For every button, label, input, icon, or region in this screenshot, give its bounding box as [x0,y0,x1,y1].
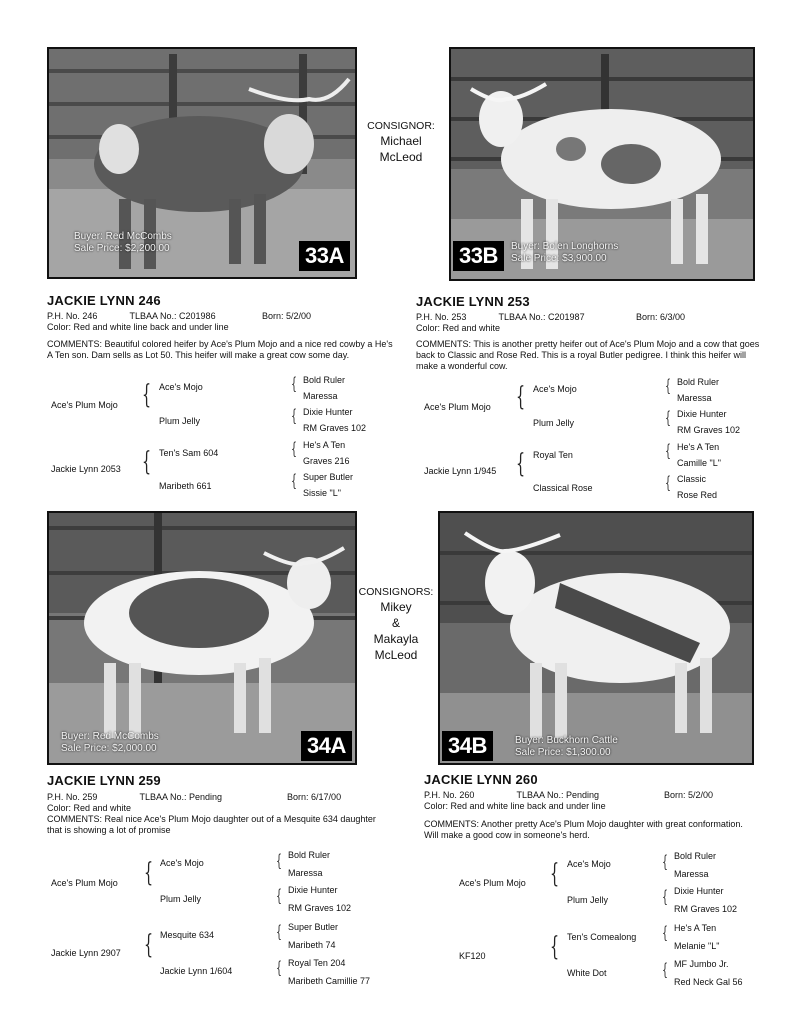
ph-number: P.H. No. 246 [47,311,98,321]
brace-icon: { [142,380,152,410]
ph-number: P.H. No. 259 [47,792,98,802]
dam-name: KF120 [459,951,486,961]
brace-icon: { [291,471,297,491]
sire-dam: Plum Jelly [160,894,202,904]
sire-name: Ace's Plum Mojo [51,878,118,888]
comments-text: COMMENTS: This is another pretty heifer out of Ace's Plum Mojo and a cow that goes back to Classic and Rose Red. This is a royal Butler pedigree. I think this heifer will make a wonderful cow. [416,339,760,371]
ancestor: Camille "L" [677,458,721,468]
lot-title: JACKIE LYNN 259 [47,773,161,788]
brace-icon: { [665,376,671,396]
dam-name: Jackie Lynn 2053 [51,464,121,474]
dam-sire: Ten's Comealong [567,932,637,942]
photo-33a [47,47,357,279]
brace-icon: { [516,449,526,479]
sire-name: Ace's Plum Mojo [424,402,491,412]
color-text: Color: Red and white line back and under line [424,801,606,811]
ancestor: Maressa [288,868,323,878]
brace-icon: { [662,852,668,872]
lot-title: JACKIE LYNN 253 [416,294,530,309]
lot-number-badge: 34A [301,731,352,761]
ancestor: Super Butler [288,922,339,932]
ancestor: Royal Ten 204 [288,958,346,968]
ancestor: Bold Ruler [288,850,331,860]
brace-icon: { [550,859,560,889]
ancestor: RM Graves 102 [288,903,352,913]
color-text: Color: Red and white line back and under line [47,322,229,332]
dam-dam: Maribeth 661 [159,481,212,491]
dam-sire: Mesquite 634 [160,930,215,940]
tlbaa-number: TLBAA No.: Pending [516,790,600,800]
consignor-name: Mikey [380,600,412,614]
buyer-label: Buyer: Buckhorn Cattle [515,735,618,746]
cow-photo-34b [440,513,752,763]
sire-dam: Plum Jelly [567,895,609,905]
brace-icon: { [276,851,282,871]
ph-number: P.H. No. 253 [416,312,467,322]
consignor-label: CONSIGNORS: [358,586,434,598]
ancestor: Maressa [674,869,709,879]
tlbaa-number: TLBAA No.: C201987 [498,312,585,322]
sire-dam: Plum Jelly [159,416,201,426]
consignor-name: & [391,616,400,630]
consignor-mid [353,586,439,663]
born-date: Born: 5/2/00 [262,311,312,321]
consignor-name: Michael [380,134,422,148]
pedigree-33b [420,374,770,504]
ancestor: Dixie Hunter [674,886,724,896]
pedigree-33a [47,372,397,502]
brace-icon: { [142,447,152,477]
born-date: Born: 6/3/00 [636,312,686,322]
color-text: Color: Red and white [47,803,132,813]
brace-icon: { [662,960,668,980]
lot-number-badge: 33B [453,241,504,271]
ancestor: MF Jumbo Jr. [674,959,729,969]
sire-sire: Ace's Mojo [159,382,203,392]
brace-icon: { [550,932,560,962]
sale-price-label: Sale Price: $3,900.00 [511,253,607,264]
ancestor: Dixie Hunter [303,407,353,417]
lot-info [424,790,713,801]
sire-sire: Ace's Mojo [533,384,577,394]
brace-icon: { [662,923,668,943]
dam-sire: Ten's Sam 604 [159,448,219,458]
sale-price-label: Sale Price: $2,200.00 [74,243,170,254]
dam-dam: Classical Rose [533,483,593,493]
lot-number-badge: 33A [299,241,350,271]
brace-icon: { [276,922,282,942]
ancestor: Bold Ruler [674,851,717,861]
brace-icon: { [144,858,154,888]
ancestor: Bold Ruler [677,377,720,387]
lot-info [47,792,341,803]
ancestor: Rose Red [677,490,718,500]
tlbaa-number: TLBAA No.: Pending [139,792,223,802]
ancestor: He's A Ten [674,923,717,933]
sire-sire: Ace's Mojo [567,859,611,869]
consignor-top [358,120,444,165]
ancestor: Maressa [677,393,712,403]
brace-icon: { [291,439,297,459]
consignor-name: McLeod [374,648,418,662]
born-date: Born: 5/2/00 [664,790,714,800]
consignor-name: McLeod [379,150,423,164]
ancestor: Dixie Hunter [288,885,338,895]
ancestor: Maressa [303,391,338,401]
lot-info [47,311,311,322]
dam-name: Jackie Lynn 2907 [51,948,121,958]
buyer-label: Buyer: Bolen Longhorns [511,241,619,252]
ancestor: Graves 216 [303,456,350,466]
ancestor: He's A Ten [303,440,346,450]
consignor-label: CONSIGNOR: [367,120,435,132]
brace-icon: { [662,887,668,907]
comments-text: COMMENTS: Real nice Ace's Plum Mojo daughter out of a Mesquite 634 daughter that is showing a lot of promise [47,814,376,835]
brace-icon: { [516,382,526,412]
ancestor: RM Graves 102 [677,425,741,435]
sale-price-label: Sale Price: $1,300.00 [515,747,611,758]
ancestor: Melanie "L" [674,941,720,951]
buyer-label: Buyer: Red McCombs [74,231,172,242]
brace-icon: { [665,473,671,493]
ancestor: RM Graves 102 [674,904,738,914]
dam-dam: Jackie Lynn 1/604 [160,966,233,976]
ancestor: Maribeth 74 [288,940,336,950]
sale-price-label: Sale Price: $2,000.00 [61,743,157,754]
brace-icon: { [291,406,297,426]
cow-photo-34a [49,513,355,763]
sire-sire: Ace's Mojo [160,858,204,868]
ancestor: Red Neck Gal 56 [674,977,743,987]
photo-34a [47,511,357,765]
sire-name: Ace's Plum Mojo [51,400,118,410]
dam-sire: Royal Ten [533,450,573,460]
lot-info [416,312,685,323]
buyer-label: Buyer: Red McCombs [61,731,159,742]
ancestor: Bold Ruler [303,375,346,385]
lot-title: JACKIE LYNN 260 [424,772,538,787]
pedigree-34b [455,850,775,990]
brace-icon: { [276,958,282,978]
ph-number: P.H. No. 260 [424,790,475,800]
consignor-name: Makayla [373,632,419,646]
ancestor: Maribeth Camillie 77 [288,976,371,986]
sire-dam: Plum Jelly [533,418,575,428]
born-date: Born: 6/17/00 [287,792,342,802]
brace-icon: { [276,886,282,906]
sire-name: Ace's Plum Mojo [459,878,526,888]
lot-number-badge: 34B [442,731,493,761]
photo-33b [449,47,755,281]
ancestor: RM Graves 102 [303,423,367,433]
ancestor: Dixie Hunter [677,409,727,419]
photo-34b [438,511,754,765]
dam-dam: White Dot [567,968,607,978]
color-text: Color: Red and white [416,323,501,333]
pedigree-34a [47,848,397,988]
brace-icon: { [665,441,671,461]
comments-text: COMMENTS: Beautiful colored heifer by Ace's Plum Mojo and a nice red cowby a He's A Ten son. Dam sells as Lot 50. This heifer will make a great cow some day. [47,339,393,360]
lot-title: JACKIE LYNN 246 [47,293,161,308]
comments-text: COMMENTS: Another pretty Ace's Plum Mojo daughter with great conformation. Will make a good cow in someone's herd. [424,819,743,840]
brace-icon: { [665,408,671,428]
brace-icon: { [144,930,154,960]
brace-icon: { [291,374,297,394]
ancestor: Super Butler [303,472,354,482]
tlbaa-number: TLBAA No.: C201986 [129,311,216,321]
ancestor: Sissie "L" [303,488,341,498]
ancestor: He's A Ten [677,442,720,452]
dam-name: Jackie Lynn 1/945 [424,466,497,476]
ancestor: Classic [677,474,707,484]
